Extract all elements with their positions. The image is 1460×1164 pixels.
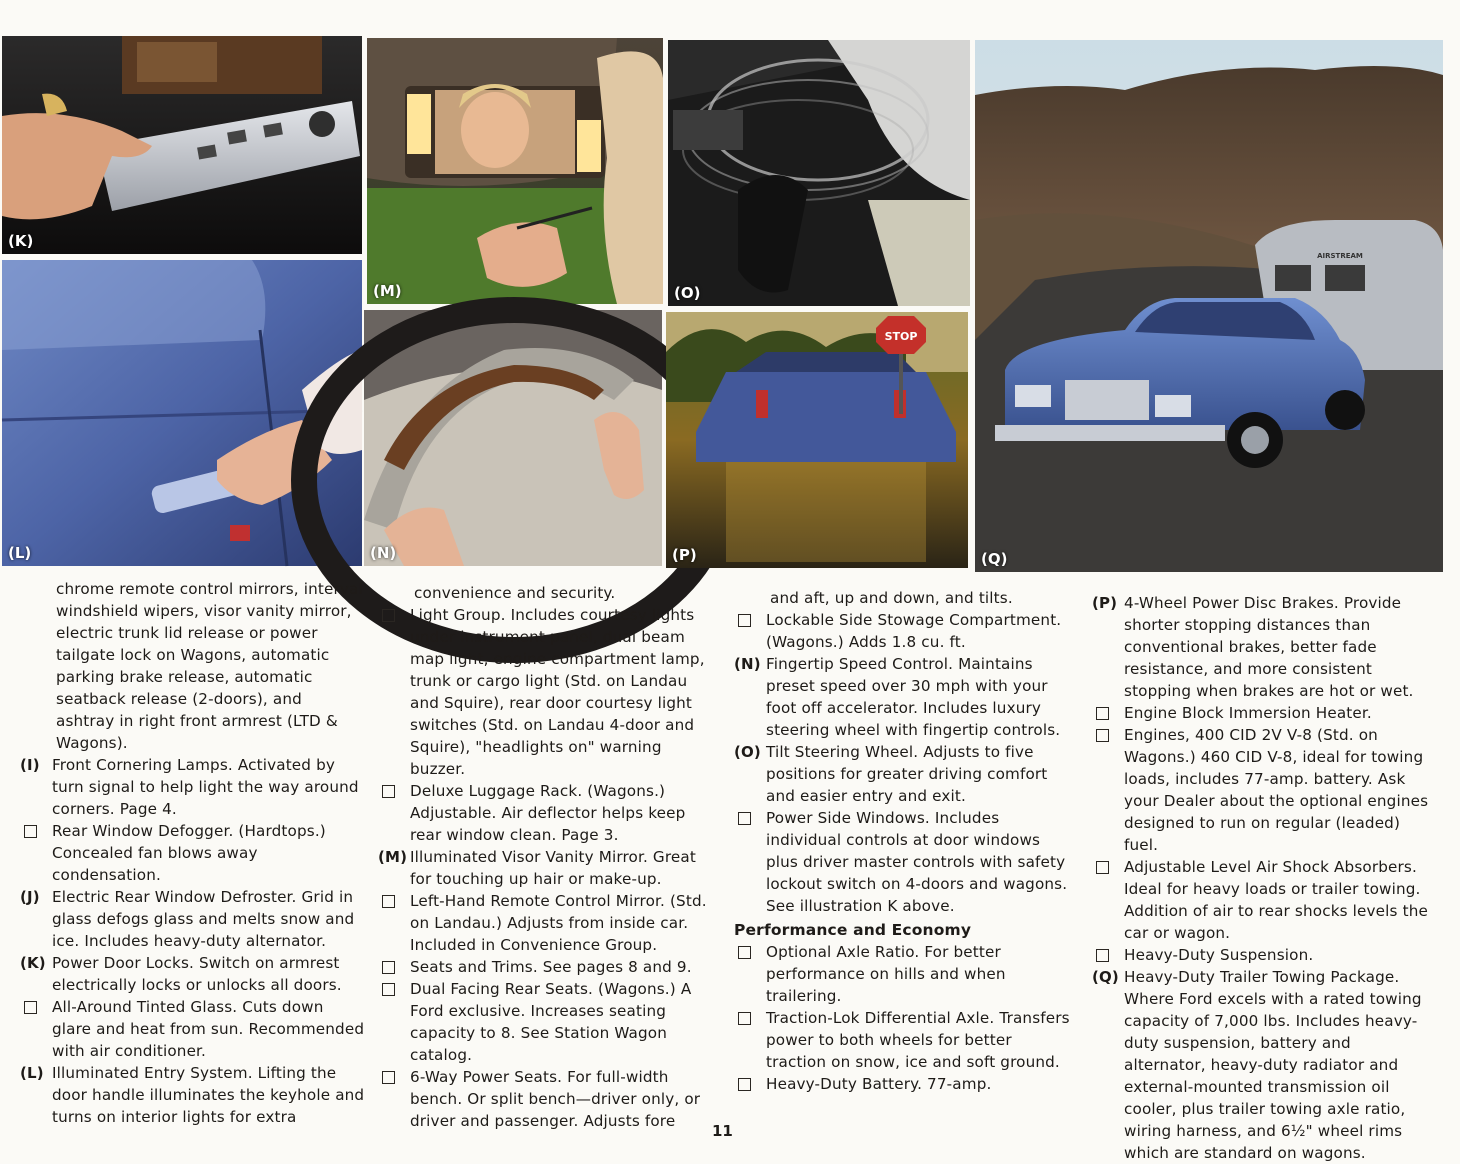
photo-label-k: (K) (8, 232, 34, 250)
item-text: Power Door Locks. Switch on armrest electrically locks or unlocks all doors. (52, 954, 342, 994)
column-3 (734, 587, 1076, 1095)
checkbox-icon (1096, 861, 1109, 874)
photo-label-m: (M) (373, 282, 402, 300)
item-text: Power Side Windows. Includes individual controls at door windows plus driver master controls with safety lockout switch on 4-doors and wagons. See illustration K above. (766, 809, 1068, 915)
checkbox-icon (738, 1078, 751, 1091)
item-text: Illuminated Visor Vanity Mirror. Great for touching up hair or make-up. (410, 848, 696, 888)
item-text: Illuminated Entry System. Lifting the door handle illuminates the keyhole and turns on interior lights for extra (52, 1064, 365, 1126)
item-tag: (K) (20, 954, 46, 972)
item-tag: (O) (734, 743, 761, 761)
item-tag: (Q) (1092, 968, 1119, 986)
item-text: Fingertip Speed Control. Maintains preset speed over 30 mph with your foot off accelerator. Includes luxury steering wheel with fingertip controls. (766, 655, 1061, 739)
item-text: Heavy-Duty Trailer Towing Package. Where Ford excels with a rated towing capacity of 7,000 lbs. Includes heavy-duty suspension, battery and alternator, heavy-duty radiator and external-mounted transmission oil cooler, plus trailer towing axle ratio, wiring harness, and 6½" wheel rims which are standard on wagons. (1124, 968, 1422, 1162)
checkbox-icon (382, 785, 395, 798)
col1-item (20, 754, 365, 820)
item-tag: (P) (1092, 594, 1118, 612)
item-text: 4-Wheel Power Disc Brakes. Provide shorter stopping distances than conventional brakes, better fade resistance, and more consistent stopping when brakes are hot or wet. (1124, 594, 1414, 700)
item-tag: (L) (20, 1064, 44, 1082)
col4-item (1092, 724, 1437, 856)
col4-item (1092, 856, 1437, 944)
column-4 (1092, 592, 1437, 1164)
photo-q-trailer-towing (975, 40, 1443, 572)
col1-item (20, 952, 365, 996)
photo-k-power-door-locks (2, 36, 362, 254)
checkbox-icon (382, 1071, 395, 1084)
col2-intro: convenience and security. (414, 584, 616, 602)
item-text: Lockable Side Stowage Compartment. (Wagons.) Adds 1.8 cu. ft. (766, 611, 1062, 651)
page-number: 11 (712, 1122, 733, 1140)
stop-sign-text: STOP (884, 330, 918, 343)
section-heading: Performance and Economy (734, 921, 972, 939)
item-text: Electric Rear Window Defroster. Grid in glass defogs glass and melts snow and ice. Includes heavy-duty alternator. (52, 888, 355, 950)
checkbox-icon (738, 946, 751, 959)
item-tag: (M) (378, 848, 408, 866)
col3-item (734, 609, 1076, 653)
item-tag: (I) (20, 756, 40, 774)
photo-n-speed-control (364, 310, 662, 566)
col3-intro: and aft, up and down, and tilts. (770, 589, 1013, 607)
photo-label-p: (P) (672, 546, 697, 564)
col2-item (378, 956, 720, 978)
col2-item (378, 890, 720, 956)
col4-item (1092, 966, 1437, 1164)
photo-label-n: (N) (370, 544, 397, 562)
item-text: 6-Way Power Seats. For full-width bench. Or split bench—driver only, or driver and passenger. Adjusts fore (410, 1068, 701, 1130)
item-tag: (N) (734, 655, 761, 673)
column-2 (378, 582, 720, 1132)
checkbox-icon (24, 825, 37, 838)
col2-item (378, 846, 720, 890)
photo-label-l: (L) (8, 544, 32, 562)
col2-item (378, 780, 720, 846)
item-text: Heavy-Duty Suspension. (1124, 946, 1314, 964)
item-text: Traction-Lok Differential Axle. Transfers power to both wheels for better traction on snow, ice and soft ground. (766, 1009, 1070, 1071)
item-text: Heavy-Duty Battery. 77-amp. (766, 1075, 992, 1093)
item-text: Dual Facing Rear Seats. (Wagons.) A Ford exclusive. Increases seating capacity to 8. See Station Wagon catalog. (410, 980, 692, 1064)
col1-item (20, 886, 365, 952)
col1-item (20, 996, 365, 1062)
item-text: Optional Axle Ratio. For better performance on hills and when trailering. (766, 943, 1006, 1005)
item-text: Engine Block Immersion Heater. (1124, 704, 1372, 722)
photo-m-vanity-mirror (367, 38, 663, 304)
checkbox-icon (382, 895, 395, 908)
col3-item (734, 807, 1076, 917)
item-text: Rear Window Defogger. (Hardtops.) Concealed fan blows away condensation. (52, 822, 326, 884)
column-1 (20, 578, 365, 1128)
trailer-brand-text: AIRSTREAM (1317, 252, 1363, 260)
item-text: Deluxe Luggage Rack. (Wagons.) Adjustable. Air deflector helps keep rear window clean. Page 3. (410, 782, 686, 844)
photo-p-disc-brakes (666, 312, 968, 568)
col3-item (734, 941, 1076, 1007)
item-text: Front Cornering Lamps. Activated by turn signal to help light the way around corners. Page 4. (52, 756, 359, 818)
col3-item (734, 741, 1076, 807)
col2-item (378, 978, 720, 1066)
item-text: Engines, 400 CID 2V V-8 (Std. on Wagons.) 460 CID V-8, ideal for towing loads, includes 77-amp. battery. Ask your Dealer about the optional engines designed to run on regular (leaded) fuel. (1124, 726, 1429, 854)
checkbox-icon (382, 983, 395, 996)
checkbox-icon (1096, 707, 1109, 720)
col1-intro: chrome remote control mirrors, interval windshield wipers, visor vanity mirror, electric trunk lid release or power tailgate lock on Wagons, automatic parking brake release, automatic seatback release (2-doors), and ashtray in right front armrest (LTD & Wagons). (56, 580, 363, 752)
col2-item (378, 604, 720, 780)
col2-item (378, 1066, 720, 1132)
col3-item (734, 653, 1076, 741)
checkbox-icon (738, 1012, 751, 1025)
checkbox-icon (382, 609, 395, 622)
photo-label-q: (Q) (981, 550, 1008, 568)
photo-o-tilt-steering (668, 40, 970, 306)
col4-item (1092, 944, 1437, 966)
item-text: Seats and Trims. See pages 8 and 9. (410, 958, 692, 976)
item-tag: (J) (20, 888, 40, 906)
checkbox-icon (738, 812, 751, 825)
col3-item (734, 1073, 1076, 1095)
col3-item (734, 1007, 1076, 1073)
item-text: Left-Hand Remote Control Mirror. (Std. on Landau.) Adjusts from inside car. Included in Convenience Group. (410, 892, 707, 954)
col4-item (1092, 592, 1437, 702)
checkbox-icon (382, 961, 395, 974)
checkbox-icon (1096, 729, 1109, 742)
col4-item (1092, 702, 1437, 724)
checkbox-icon (738, 614, 751, 627)
checkbox-icon (24, 1001, 37, 1014)
item-text: Tilt Steering Wheel. Adjusts to five positions for greater driving comfort and easier entry and exit. (766, 743, 1048, 805)
item-text: Adjustable Level Air Shock Absorbers. Ideal for heavy loads or trailer towing. Addition of air to rear shocks levels the car or wagon. (1124, 858, 1428, 942)
item-text: Light Group. Includes courtesy lights under instrument panel, dual beam map light, engine compartment lamp, trunk or cargo light (Std. on Landau and Squire), rear door courtesy light switches (Std. on Landau 4-door and Squire), "headlights on" warning buzzer. (410, 606, 705, 778)
col1-item (20, 820, 365, 886)
col1-item (20, 1062, 365, 1128)
item-text: All-Around Tinted Glass. Cuts down glare and heat from sun. Recommended with air conditioner. (52, 998, 365, 1060)
photo-label-o: (O) (674, 284, 701, 302)
checkbox-icon (1096, 949, 1109, 962)
